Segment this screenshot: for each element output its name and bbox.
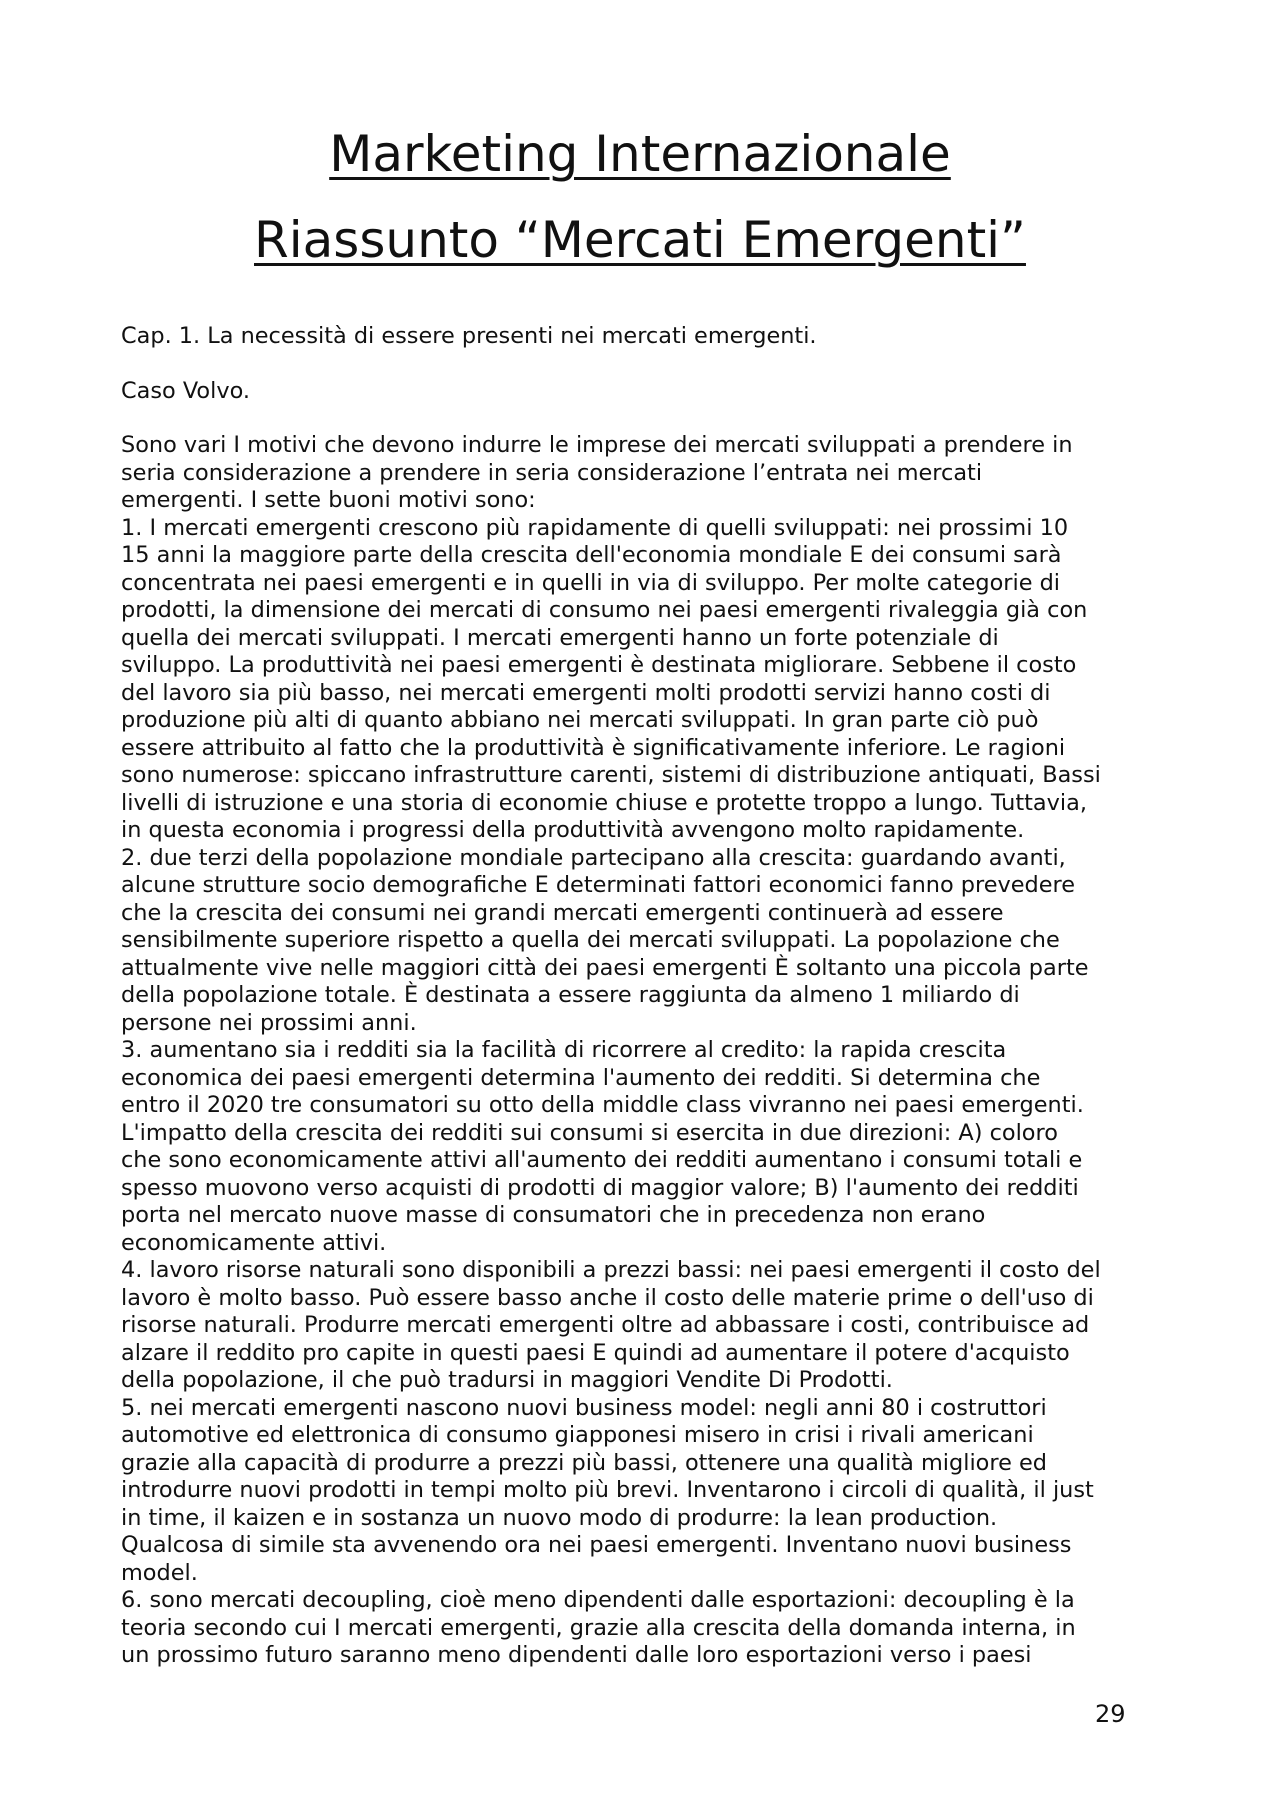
body-line: Qualcosa di simile sta avvenendo ora nei paesi emergenti. Inventano nuovi business — [121, 1532, 1072, 1558]
body-line: quella dei mercati sviluppati. I mercati emergenti hanno un forte potenziale di — [121, 624, 999, 651]
body-line: persone nei prossimi anni. — [121, 1009, 417, 1036]
body-line: L'impatto della crescita dei redditi sui consumi si esercita in due direzioni: A) coloro — [121, 1119, 1058, 1146]
body-line: lavoro è molto basso. Può essere basso anche il costo delle materie prime o dell'uso di — [121, 1284, 1094, 1311]
body-line: 15 anni la maggiore parte della crescita dell'economia mondiale E dei consumi sarà — [121, 542, 1062, 568]
chapter-heading: Cap. 1. La necessità di essere presenti nei mercati emergenti. — [121, 323, 817, 349]
body-line: concentrata nei paesi emergenti e in quelli in via di sviluppo. Per molte categorie di — [121, 569, 1061, 596]
body-line: alcune strutture socio demografiche E determinati fattori economici fanno prevedere — [121, 872, 1076, 898]
body-line: alzare il reddito pro capite in questi paesi E quindi ad aumentare il potere d'acquisto — [121, 1339, 1070, 1366]
body-line: automotive ed elettronica di consumo giapponesi misero in crisi i rivali americani — [121, 1422, 1034, 1448]
document-title — [0, 124, 1280, 184]
body-line: 4. lavoro risorse naturali sono disponibili a prezzi bassi: nei paesi emergenti il costo del — [121, 1257, 1101, 1283]
body-line: economicamente attivi. — [121, 1229, 387, 1256]
body-line: della popolazione totale. È destinata a essere raggiunta da almeno 1 miliardo di — [121, 982, 1020, 1008]
body-line: emergenti. I sette buoni motivi sono: — [121, 487, 536, 513]
body-line: attualmente vive nelle maggiori città dei paesi emergenti È soltanto una piccola parte — [121, 954, 1089, 981]
body-line: economica dei paesi emergenti determina l'aumento dei redditi. Si determina che — [121, 1064, 1041, 1091]
body-line: grazie alla capacità di produrre a prezzi più bassi, ottenere una qualità migliore ed — [121, 1449, 1047, 1476]
body-line: model. — [121, 1559, 198, 1586]
body-text — [121, 432, 1171, 1670]
title-line-2: Riassunto “Mercati Emergenti” — [254, 211, 1026, 269]
title-line-1: Marketing Internazionale — [329, 125, 951, 183]
body-line: entro il 2020 tre consumatori su otto della middle class vivranno nei paesi emergenti. — [121, 1092, 1084, 1118]
document-subtitle — [0, 210, 1280, 270]
body-line: che la crescita dei consumi nei grandi mercati emergenti continuerà ad essere — [121, 899, 1004, 926]
body-line: che sono economicamente attivi all'aumento dei redditi aumentano i consumi totali e — [121, 1147, 1083, 1173]
body-line: in questa economia i progressi della produttività avvengono molto rapidamente. — [121, 817, 1025, 843]
body-line: del lavoro sia più basso, nei mercati emergenti molti prodotti servizi hanno costi di — [121, 679, 1051, 706]
body-line: in time, il kaizen e in sostanza un nuovo modo di produrre: la lean production. — [121, 1504, 998, 1531]
body-line: produzione più alti di quanto abbiano nei mercati sviluppati. In gran parte ciò può — [121, 707, 1039, 733]
body-line: prodotti, la dimensione dei mercati di consumo nei paesi emergenti rivaleggia già con — [121, 597, 1088, 623]
body-line: seria considerazione a prendere in seria considerazione l’entrata nei mercati — [121, 459, 983, 486]
body-line: spesso muovono verso acquisti di prodotti di maggior valore; B) l'aumento dei redditi — [121, 1174, 1079, 1201]
body-line: sono numerose: spiccano infrastrutture carenti, sistemi di distribuzione antiquati, Bassi — [121, 762, 1101, 788]
body-line: 6. sono mercati decoupling, cioè meno dipendenti dalle esportazioni: decoupling è la — [121, 1587, 1075, 1613]
body-line: livelli di istruzione e una storia di economie chiuse e protette troppo a lungo. Tuttavia, — [121, 789, 1087, 816]
case-heading: Caso Volvo. — [121, 377, 251, 404]
body-line: sensibilmente superiore rispetto a quella dei mercati sviluppati. La popolazione che — [121, 927, 1060, 953]
body-line: 1. I mercati emergenti crescono più rapidamente di quelli sviluppati: nei prossimi 10 — [121, 514, 1069, 541]
body-line: porta nel mercato nuove masse di consumatori che in precedenza non erano — [121, 1202, 986, 1228]
body-line: 3. aumentano sia i redditi sia la facilità di ricorrere al credito: la rapida crescita — [121, 1037, 1007, 1063]
body-line: 2. due terzi della popolazione mondiale partecipano alla crescita: guardando avanti, — [121, 844, 1066, 871]
body-line: teoria secondo cui I mercati emergenti, grazie alla crescita della domanda interna, in — [121, 1614, 1076, 1641]
page-number: 29 — [1095, 1700, 1126, 1728]
body-line: 5. nei mercati emergenti nascono nuovi business model: negli anni 80 i costruttori — [121, 1394, 1047, 1421]
body-line: sviluppo. La produttività nei paesi emergenti è destinata migliorare. Sebbene il costo — [121, 652, 1077, 678]
body-line: Sono vari I motivi che devono indurre le imprese dei mercati sviluppati a prendere in — [121, 432, 1073, 458]
body-line: un prossimo futuro saranno meno dipendenti dalle loro esportazioni verso i paesi — [121, 1642, 1032, 1668]
body-line: essere attribuito al fatto che la produttività è significativamente inferiore. Le ragioni — [121, 734, 1066, 761]
document-body — [121, 323, 1171, 1670]
body-line: della popolazione, il che può tradursi in maggiori Vendite Di Prodotti. — [121, 1367, 893, 1393]
body-line: risorse naturali. Produrre mercati emergenti oltre ad abbassare i costi, contribuisce ad — [121, 1312, 1090, 1338]
body-line: introdurre nuovi prodotti in tempi molto più brevi. Inventarono i circoli di qualità, il just — [121, 1477, 1094, 1503]
